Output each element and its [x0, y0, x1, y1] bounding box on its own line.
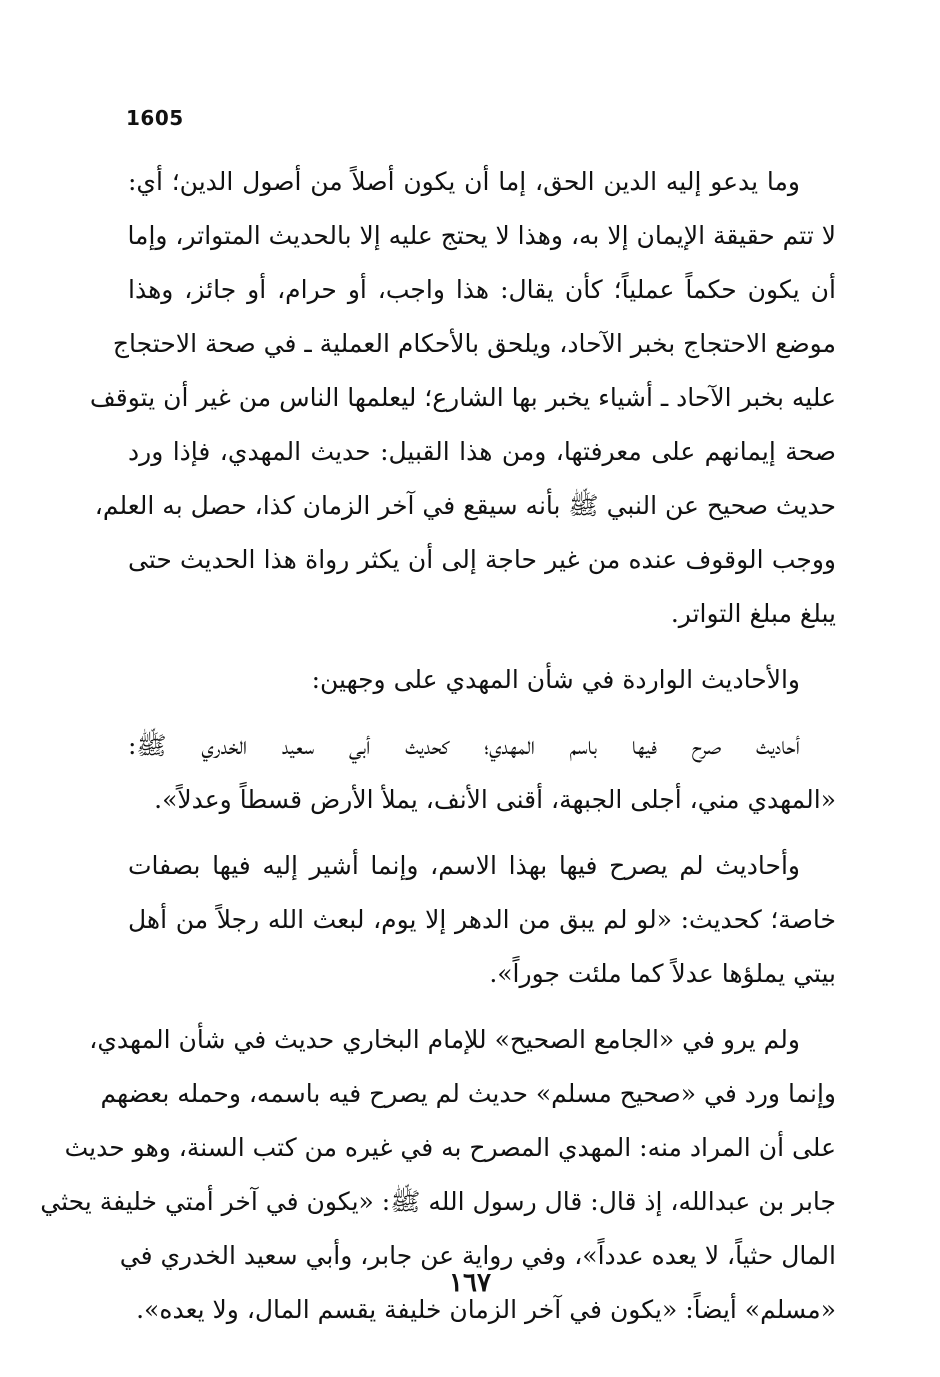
- text-line: ولم يرو في «الجامع الصحيح» للإمام البخاري حديث في شأن المهدي،: [89, 1025, 800, 1054]
- text-line: جابر بن عبدالله، إذ قال: قال رسول الله ﷺ: «يكون في آخر أمتي خليفة يحثي: [40, 1187, 836, 1216]
- text-line: خاصة؛ كحديث: «لو لم يبق من الدهر إلا يوم، لبعث الله رجلاً من أهل: [128, 905, 836, 934]
- paragraph: [128, 653, 836, 707]
- text-line: «المهدي مني، أجلى الجبهة، أقنى الأنف، يملأ الأرض قسطاً وعدلاً».: [154, 785, 836, 814]
- text-line: بيتي يملؤها عدلاً كما ملئت جوراً».: [489, 959, 836, 988]
- text-line: والأحاديث الواردة في شأن المهدي على وجهين:: [311, 665, 800, 694]
- paragraph: [89, 155, 836, 641]
- text-line: وأحاديث لم يصرح فيها بهذا الاسم، وإنما أشير إليه فيها بصفات: [128, 851, 800, 880]
- paragraph: [128, 719, 836, 827]
- text-line: وإنما ورد في «صحيح مسلم» حديث لم يصرح فيه باسمه، وحمله بعضهم: [100, 1079, 836, 1108]
- text-line: لا تتم حقيقة الإيمان إلا به، وهذا لا يحتج عليه إلا بالحديث المتواتر، وإما: [127, 221, 836, 250]
- page-number-top: 1605: [126, 106, 184, 130]
- text-line: ووجب الوقوف عنده من غير حاجة إلى أن يكثر رواة هذا الحديث حتى: [128, 545, 836, 574]
- text-line: عليه بخبر الآحاد ـ أشياء يخبر بها الشارع؛ ليعلمها الناس من غير أن يتوقف: [89, 383, 836, 412]
- text-line: المال حثياً، لا يعده عدداً»، وفي رواية عن جابر، وأبي سعيد الخدري في: [119, 1241, 836, 1270]
- paragraph: [128, 839, 836, 1001]
- text-line: يبلغ مبلغ التواتر.: [670, 599, 836, 628]
- text-line: أن يكون حكماً عملياً؛ كأن يقال: هذا واجب، أو حرام، أو جائز، وهذا: [128, 275, 836, 304]
- text-line: حديث صحيح عن النبي ﷺ بأنه سيقع في آخر الزمان كذا، حصل به العلم،: [94, 491, 836, 520]
- text-line: صحة إيمانهم على معرفتها، ومن هذا القبيل: حديث المهدي، فإذا ورد: [128, 437, 836, 466]
- text-line: وما يدعو إليه الدين الحق، إما أن يكون أصلاً من أصول الدين؛ أي:: [128, 167, 800, 196]
- page-number-bottom: ١٦٧: [449, 1268, 491, 1298]
- text-line: أحاديث صرح فيها باسم المهدي؛ كحديث أبي سعيد الخدري ﷺ:: [128, 731, 800, 760]
- text-line: موضع الاحتجاج بخبر الآحاد، ويلحق بالأحكام العملية ـ في صحة الاحتجاج: [112, 329, 836, 358]
- text-body: [40, 155, 836, 1349]
- text-line: «مسلم» أيضاً: «يكون في آخر الزمان خليفة يقسم المال، ولا يعده».: [136, 1295, 836, 1324]
- text-line: على أن المراد منه: المهدي المصرح به في غيره من كتب السنة، وهو حديث: [64, 1133, 836, 1162]
